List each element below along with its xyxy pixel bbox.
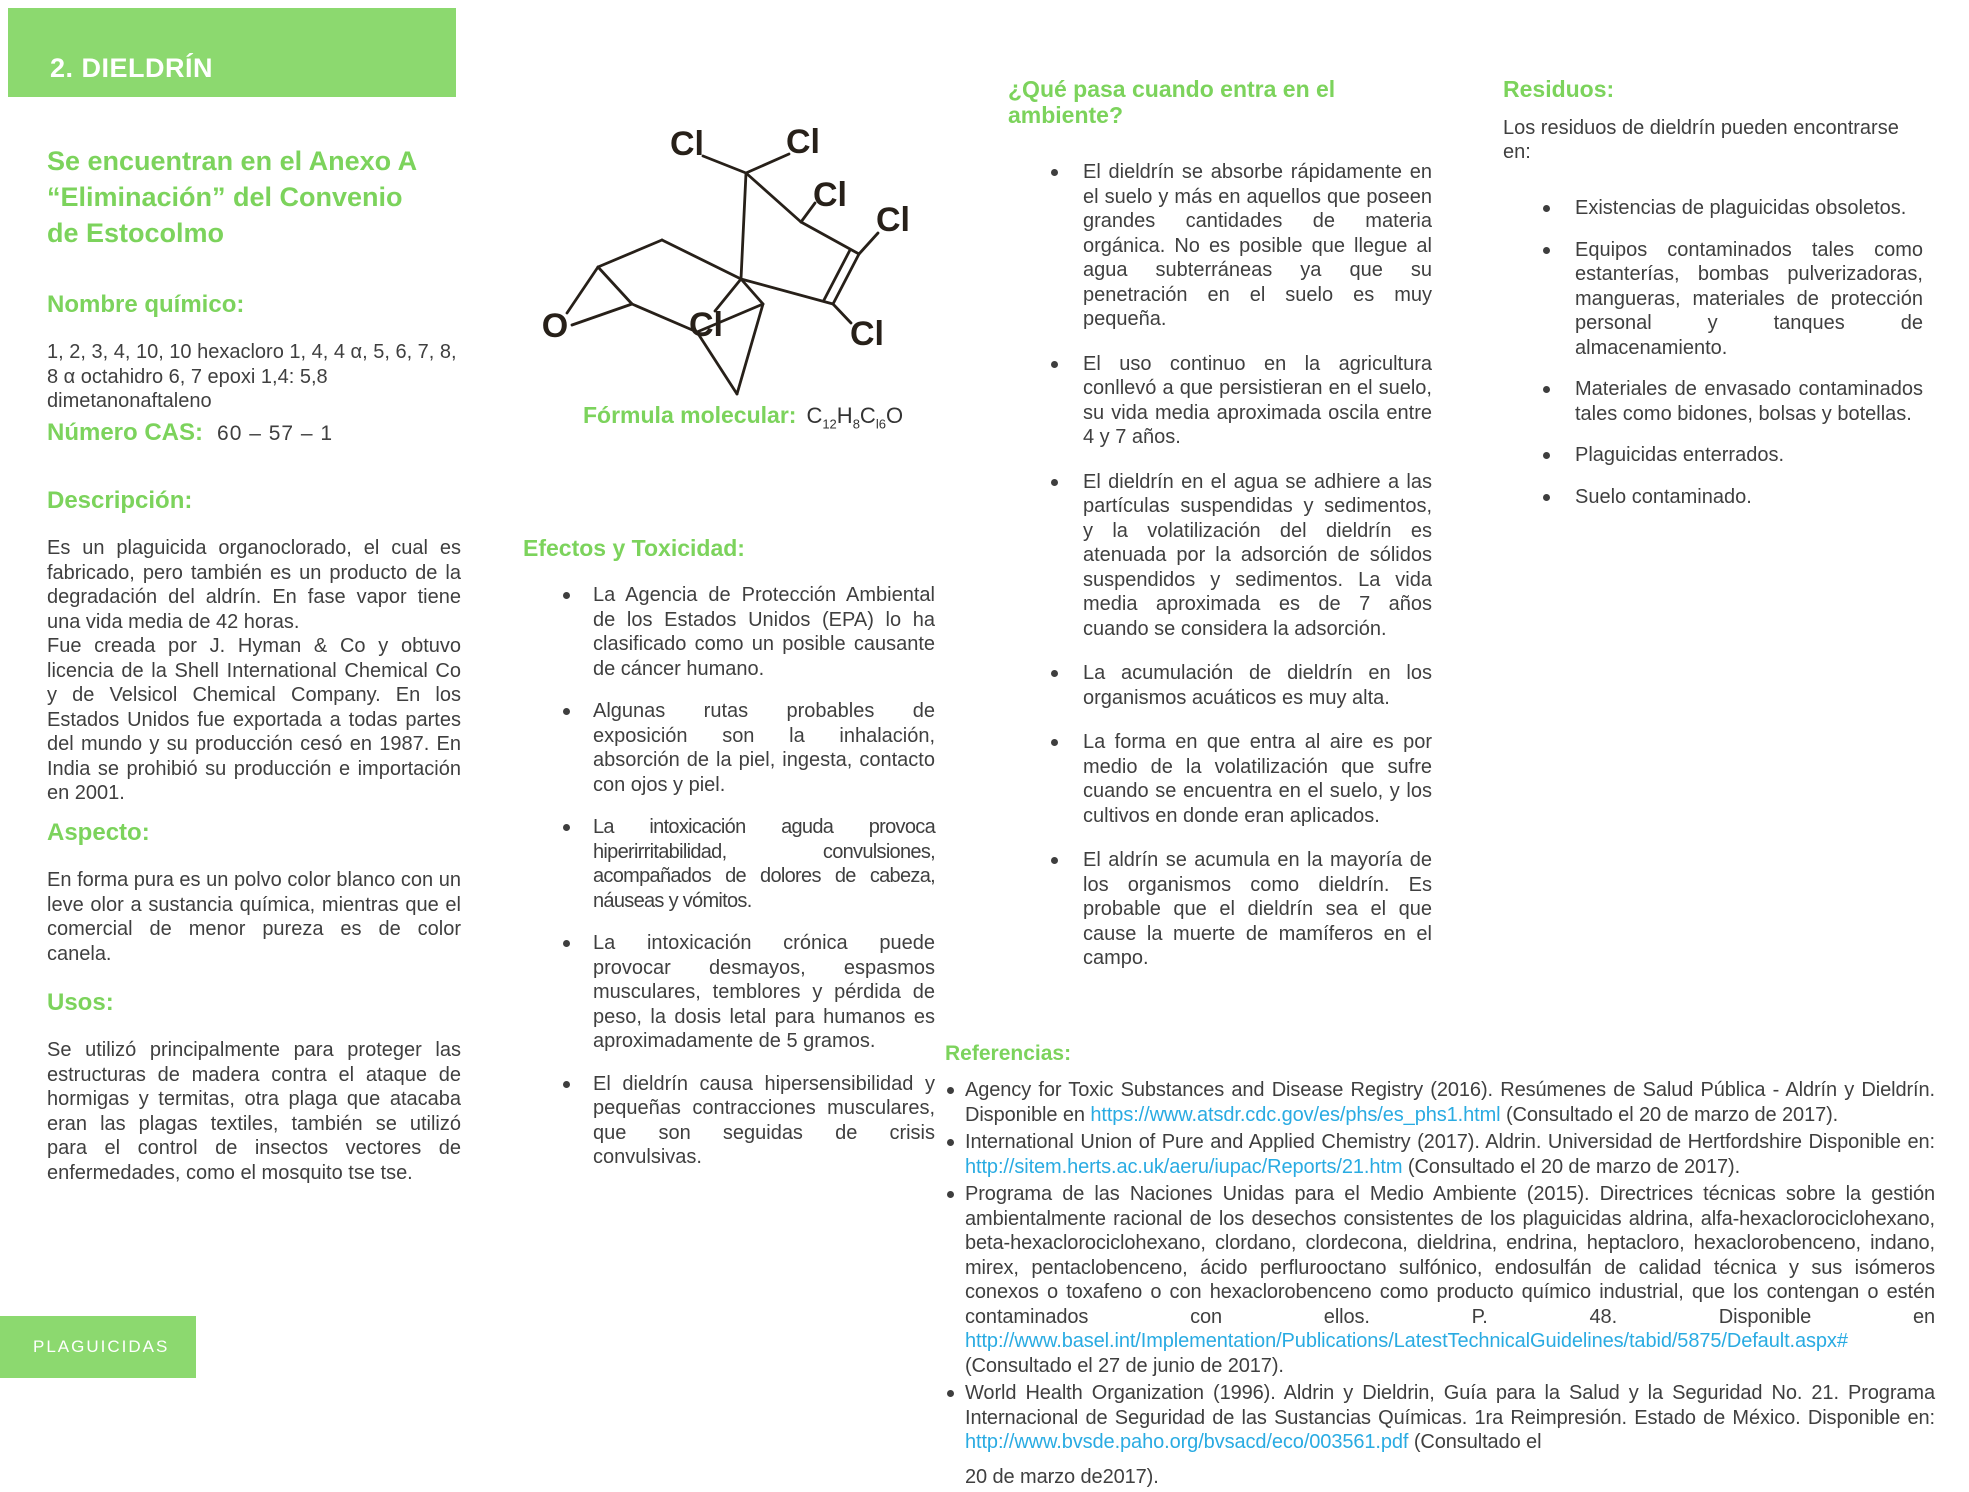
list-item: La intoxicación aguda provoca hiperirritabilidad, convulsiones, acompañados de dolores de cabeza, náuseas y vómitos. [523, 815, 935, 913]
description-paragraph-2: Fue creada por J. Hyman & Co y obtuvo licencia de la Shell International Chemical Co y de Velsicol Chemical Company. En los Estados Unidos fue exportada a todas partes del mundo y su producción cesó en 1987. En India se prohibió su producción e importación en 2001. [47, 635, 461, 804]
reference-item: Agency for Toxic Substances and Disease Registry (2016). Resúmenes de Salud Pública - Aldrín y Dieldrín. Disponible en https://www.atsdr.cdc.gov/es/phs/es_phs1.html (Consultado el 20 de marzo de 2017). [945, 1078, 1935, 1127]
references-section [945, 1042, 1935, 1492]
effects-section [523, 535, 935, 1188]
molecular-formula-label: Fórmula molecular: [583, 402, 797, 428]
description-text [47, 536, 461, 806]
chlorine-atom-label: Cl [689, 306, 723, 344]
reference-item: International Union of Pure and Applied Chemistry (2017). Aldrin. Universidad de Hertfordshire Disponible en: http://sitem.herts.ac.uk/aeru/iupac/Reports/21.htm (Consultado el 20 de marzo de 2017). [945, 1130, 1935, 1179]
description-paragraph-1: Es un plaguicida organoclorado, el cual es fabricado, pero también es un producto de la degradación del aldrín. En fase vapor tiene una vida media de 42 horas. [47, 537, 461, 633]
environment-heading: ¿Qué pasa cuando entra en el ambiente? [1008, 76, 1336, 128]
list-item: Equipos contaminados tales como estanterías, bombas pulverizadoras, mangueras, materiales de protección personal y tanques de almacenamiento. [1503, 238, 1923, 361]
cas-number-line [47, 420, 333, 446]
list-item: Plaguicidas enterrados. [1503, 443, 1923, 468]
list-item: El dieldrín se absorbe rápidamente en el suelo y más en aquellos que poseen grandes cantidades de materia orgánica. No es posible que llegue al agua subterráneas ya que su penetración en el suelo es muy pequeña. [1008, 160, 1432, 332]
list-item: La Agencia de Protección Ambiental de los Estados Unidos (EPA) lo ha clasificado como un posible causante de cáncer humano. [523, 583, 935, 681]
environment-section [1008, 76, 1432, 991]
residues-heading: Residuos: [1503, 76, 1615, 102]
footer-banner [0, 1316, 196, 1378]
reference-link[interactable]: http://sitem.herts.ac.uk/aeru/iupac/Reports/21.htm [965, 1155, 1403, 1178]
chlorine-atom-label: Cl [670, 125, 704, 163]
footer-label: PLAGUICIDAS [33, 1337, 170, 1356]
molecule-structure [540, 95, 920, 410]
uses-text: Se utilizó principalmente para proteger las estructuras de madera contra el ataque de hormigas y termitas, otra plaga que atacaba eran las plagas textiles, también se utilizó para el control de insectos vectores de enfermedades, como el mosquito tse tse. [47, 1039, 461, 1184]
reference-link[interactable]: http://www.bvsde.paho.org/bvsacd/eco/003561.pdf [965, 1431, 1409, 1453]
list-item: Algunas rutas probables de exposición son la inhalación, absorción de la piel, ingesta, contacto con ojos y piel. [523, 699, 935, 797]
references-list [945, 1078, 1935, 1489]
residues-section [1503, 76, 1923, 526]
reference-item-tail: 20 de marzo de2017). [965, 1465, 1159, 1488]
residues-list [1503, 196, 1923, 509]
list-item: La intoxicación crónica puede provocar desmayos, espasmos musculares, temblores y pérdida de peso, la dosis letal para humanos es aproximadamente de 5 gramos. [523, 931, 935, 1054]
molecular-formula-line [583, 402, 903, 431]
uses-heading: Usos: [47, 989, 114, 1016]
list-item: Materiales de envasado contaminados tales como bidones, bolsas y botellas. [1503, 377, 1923, 426]
list-item: Existencias de plaguicidas obsoletos. [1503, 196, 1923, 221]
chlorine-atom-label: Cl [876, 201, 910, 239]
reference-link[interactable]: https://www.atsdr.cdc.gov/es/phs/es_phs1.html [1090, 1103, 1501, 1126]
list-item: La acumulación de dieldrín en los organismos acuáticos es muy alta. [1008, 661, 1432, 710]
annex-headline: Se encuentran en el Anexo A “Eliminación” del Convenio de Estocolmo [47, 146, 417, 248]
appearance-heading: Aspecto: [47, 819, 150, 846]
references-heading: Referencias: [945, 1042, 1072, 1065]
molecular-formula-value: $C_{12}H_8C_{l6}O$ [806, 403, 904, 432]
environment-list [1008, 160, 1432, 971]
list-item: El aldrín se acumula en la mayoría de los organismos como dieldrín. Es probable que el dieldrín sea el que cause la muerte de mamíferos en el campo. [1008, 848, 1432, 971]
reference-item: Programa de las Naciones Unidas para el Medio Ambiente (2015). Directrices técnicas sobre la gestión ambientalmente racional de los desechos consistentes de los plaguicidas aldrina, alfa-hexaclorociclohexano, beta-hexaclorociclohexano, clordano, clordecona, dieldrina, endrina, heptacloro, hexaclorobenceno, indano, mirex, pentaclobenceno, ácido perflurooctano sulfónico, endosulfán de calidad técnica y sus isómeros conexos o toxafeno o con hexaclorobenceno como producto químico industrial, que los contengan o estén contaminados con ellos. P. 48. Disponible en http://www.basel.int/Implementation/Publications/LatestTechnicalGuidelines/tabid/5875/Default.aspx# (Consultado el 27 de junio de 2017). [945, 1182, 1935, 1378]
reference-item: World Health Organization (1996). Aldrin y Dieldrin, Guía para la Salud y la Seguridad No. 21. Programa Internacional de Seguridad de las Sustancias Químicas. 1ra Reimpresión. Estado de México. Disponible en: http://www.bvsde.paho.org/bvsacd/eco/003561.pdf (Consultado el 20 de marzo de2017). [945, 1381, 1935, 1489]
cas-label: Número CAS: [47, 419, 204, 446]
oxygen-atom-label: O [541, 307, 569, 345]
list-item: El dieldrín en el agua se adhiere a las partículas suspendidas y sedimentos, y la volatilización del dieldrín es atenuada por la adsorción de sólidos suspendidos y sedimentos. La vida media aproximada es de 7 años cuando se considera la adsorción. [1008, 470, 1432, 642]
cas-value: 60 – 57 – 1 [217, 422, 334, 445]
reference-link[interactable]: http://www.basel.int/Implementation/Publications/LatestTechnicalGuidelines/tabid/5875/Default.aspx# [965, 1330, 1848, 1352]
chlorine-atom-label: Cl [813, 176, 847, 214]
chemical-name-heading: Nombre químico: [47, 291, 245, 318]
title-banner [8, 8, 456, 97]
effects-list [523, 583, 935, 1170]
chemical-name-text: 1, 2, 3, 4, 10, 10 hexacloro 1, 4, 4 α, 5, 6, 7, 8, 8 α octahidro 6, 7 epoxi 1,4: 5,8 dimetanonaftaleno [47, 341, 457, 412]
chlorine-atom-label: Cl [786, 123, 820, 161]
list-item: El uso continuo en la agricultura conllevó a que persistieran en el suelo, su vida media aproximada oscila entre 4 y 7 años. [1008, 352, 1432, 450]
appearance-text: En forma pura es un polvo color blanco con un leve olor a sustancia química, mientras que el comercial de menor pureza es de color canela. [47, 869, 461, 965]
chlorine-atom-label: Cl [850, 315, 884, 353]
page-title: 2. DIELDRÍN [50, 53, 214, 83]
list-item: La forma en que entra al aire es por medio de la volatilización que sufre cuando se encuentra en el suelo, y los cultivos en donde eran aplicados. [1008, 730, 1432, 828]
residues-intro: Los residuos de dieldrín pueden encontrarse en: [1503, 117, 1899, 163]
list-item: Suelo contaminado. [1503, 485, 1923, 510]
description-heading: Descripción: [47, 487, 193, 514]
list-item: El dieldrín causa hipersensibilidad y pequeñas contracciones musculares, que son seguidas de crisis convulsivas. [523, 1072, 935, 1170]
effects-heading: Efectos y Toxicidad: [523, 535, 745, 561]
